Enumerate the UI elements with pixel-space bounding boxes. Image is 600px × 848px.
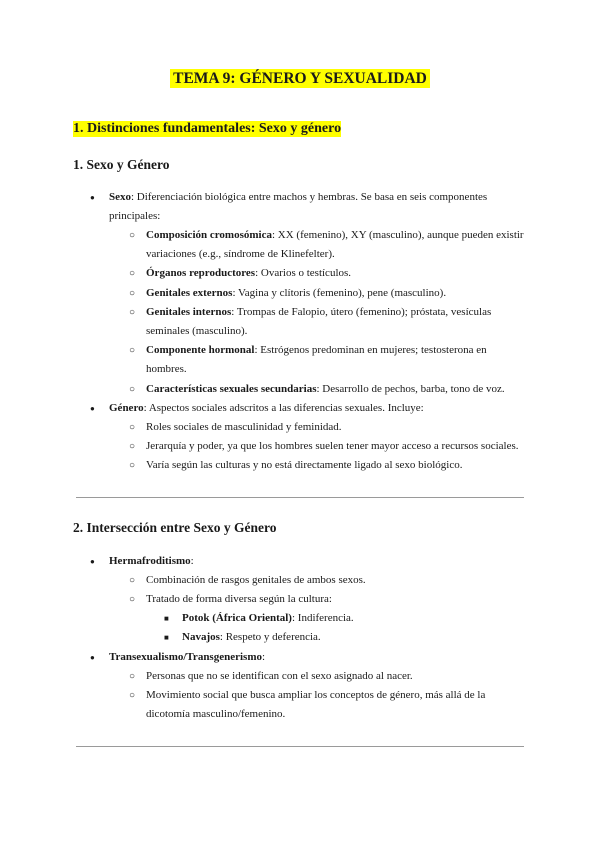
section-2-heading: 2. Intersección entre Sexo y Género [73, 520, 277, 535]
bullet-circle-icon: ○ [129, 594, 136, 605]
bullet-disc-icon: ● [90, 404, 95, 413]
bullet-circle-icon: ○ [129, 345, 136, 356]
section-1-heading: 1. Distinciones fundamentales: Sexo y género [73, 121, 342, 136]
bullet-circle-icon: ○ [129, 460, 136, 471]
bullet-circle-icon: ○ [129, 288, 136, 299]
list-item-sexo-component: Genitales internos: Trompas de Falopio, útero (femenino); próstata, vesículas seminales (masculino). [146, 306, 492, 337]
section-1-subheading: 1. Sexo y Género [73, 157, 170, 172]
list-item-genero-aspect: Varía según las culturas y no está directamente ligado al sexo biológico. [146, 459, 463, 471]
list-item-herma-detail: Combinación de rasgos genitales de ambos sexos. [146, 574, 366, 586]
bullet-disc-icon: ● [90, 653, 95, 662]
list-item-genero-aspect: Roles sociales de masculinidad y feminidad. [146, 421, 342, 433]
bullet-circle-icon: ○ [129, 575, 136, 586]
list-item-genero-aspect: Jerarquía y poder, ya que los hombres suelen tener mayor acceso a recursos sociales. [146, 440, 519, 452]
list-item-sexo: Sexo: Diferenciación biológica entre machos y hembras. Se basa en seis componentes principales: [109, 191, 488, 222]
horizontal-divider [76, 746, 524, 747]
list-item-sexo-component: Componente hormonal: Estrógenos predominan en mujeres; testosterona en hombres. [146, 344, 487, 375]
bullet-circle-icon: ○ [129, 307, 136, 318]
bullet-disc-icon: ● [90, 557, 95, 566]
bullet-circle-icon: ○ [129, 671, 136, 682]
list-item-trans-detail: Personas que no se identifican con el sexo asignado al nacer. [146, 670, 413, 682]
bullet-disc-icon: ● [90, 193, 95, 202]
list-item-sexo-component: Órganos reproductores: Ovarios o testículos. [146, 267, 352, 279]
list-item-sexo-component: Composición cromosómica: XX (femenino), XY (masculino), aunque pueden existir variaciones (e.g., síndrome de Klinefelter). [146, 229, 524, 260]
bullet-circle-icon: ○ [129, 384, 136, 395]
page-title: TEMA 9: GÉNERO Y SEXUALIDAD [0, 70, 600, 88]
list-item-genero: Género: Aspectos sociales adscritos a las diferencias sexuales. Incluye: [109, 402, 424, 414]
bullet-circle-icon: ○ [129, 690, 136, 701]
bullet-square-icon: ■ [164, 633, 169, 642]
list-item-hermafroditismo: Hermafroditismo: [109, 555, 194, 567]
horizontal-divider [76, 497, 524, 498]
bullet-circle-icon: ○ [129, 422, 136, 433]
bullet-circle-icon: ○ [129, 268, 136, 279]
list-item-culture: Potok (África Oriental): Indiferencia. [182, 612, 354, 624]
list-item-sexo-component: Genitales externos: Vagina y clítoris (femenino), pene (masculino). [146, 287, 447, 299]
list-item-transexualismo: Transexualismo/Transgenerismo: [109, 651, 266, 663]
list-item-trans-detail: Movimiento social que busca ampliar los conceptos de género, más allá de la dicotomía masculino/femenino. [146, 689, 486, 720]
bullet-square-icon: ■ [164, 614, 169, 623]
bullet-circle-icon: ○ [129, 441, 136, 452]
list-item-culture: Navajos: Respeto y deferencia. [182, 631, 321, 643]
list-item-herma-detail: Tratado de forma diversa según la cultura: [146, 593, 332, 605]
list-item-sexo-component: Características sexuales secundarias: Desarrollo de pechos, barba, tono de voz. [146, 383, 505, 395]
bullet-circle-icon: ○ [129, 230, 136, 241]
